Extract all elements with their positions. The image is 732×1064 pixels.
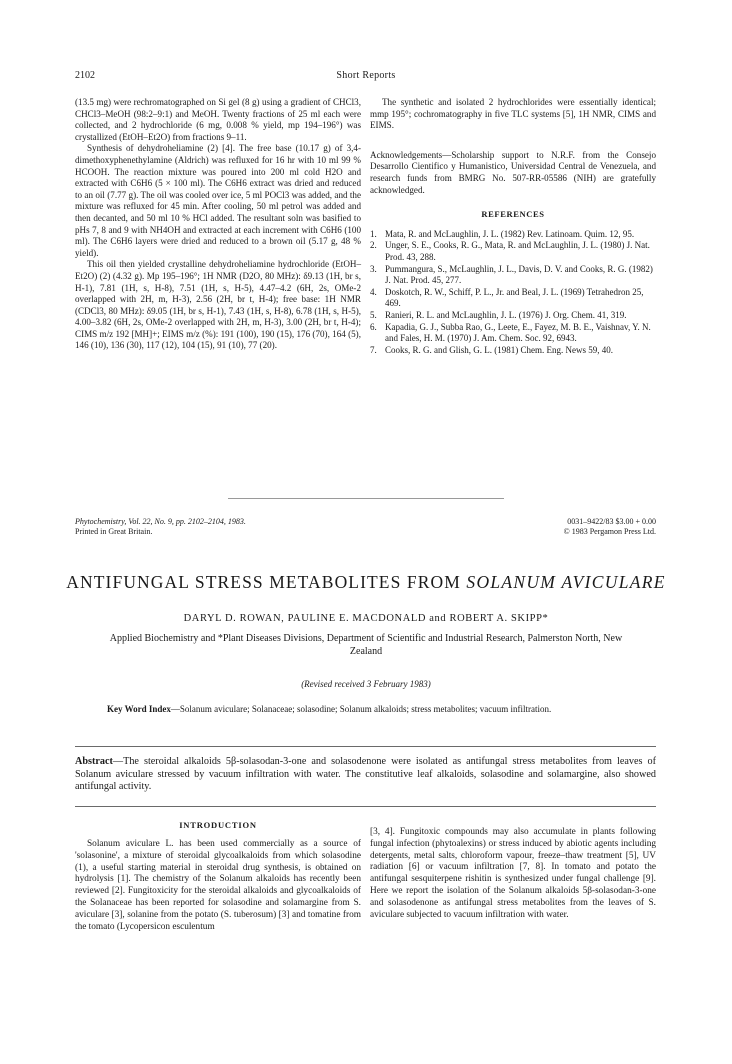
reference-text: Doskotch, R. W., Schiff, P. L., Jr. and Beal, J. L. (1969) Tetrahedron 25, 469. — [385, 286, 644, 309]
abstract — [75, 756, 656, 794]
prev-paragraph-4: The synthetic and isolated 2 hydrochlorides were essentially identical; mmp 195°; cochromatography in five TLC systems [5], 1H NMR, CIMS and EIMS. — [370, 97, 656, 131]
reference-item — [370, 240, 656, 263]
references-list — [370, 229, 656, 357]
journal-citation — [75, 517, 246, 537]
reference-number: 3. — [370, 263, 377, 274]
article-title — [0, 572, 732, 593]
reference-item — [370, 322, 656, 345]
reference-number: 5. — [370, 309, 377, 320]
intro-paragraph-right: [3, 4]. Fungitoxic compounds may also accumulate in plants following fungal infection (phytoalexins) or stress induced by abiotic agents including detergents, metal salts, chloroform vapour, freeze–thaw treatment [5], UV radiation [6] or vacuum infiltration [7, 8]. In tomato and potato the antifungal sesquiterpene rishitin is synthesized under fungal challenge [9]. Here we report the isolation of the Solanum alkaloids 5β-solasodan-3-one and solasodenone as antifungal stress metabolites from the leaves of S. aviculare subjected to vacuum infiltration with water. — [370, 827, 656, 920]
reference-text: Mata, R. and McLaughlin, J. L. (1982) Rev. Latinoam. Quim. 12, 95. — [385, 228, 635, 239]
affiliation: Applied Biochemistry and *Plant Diseases Divisions, Department of Scientific and Industrial Research, Palmerston North, New Zealand — [109, 633, 623, 657]
keywords-text: —Solanum aviculare; Solanaceae; solasodine; Solanum alkaloids; stress metabolites; vacuum infiltration. — [170, 704, 552, 714]
reference-number: 6. — [370, 321, 377, 332]
intro-left-column — [75, 839, 361, 933]
issn-block — [564, 517, 656, 537]
prev-paragraph-1: (13.5 mg) were rechromatographed on Si gel (8 g) using a gradient of CHCl3, CHCl3–MeOH (98:2–9:1) and MeOH. Twenty fractions of 25 ml each were collected, and 2 hydrochloride (6 mg, 0.008 % yield, mp 194–196°) was crystallized (EtOH–Et2O) from fractions 9–11. — [75, 97, 361, 142]
reference-item — [370, 345, 656, 357]
keywords — [107, 704, 627, 716]
journal-line: Phytochemistry, Vol. 22, No. 9, pp. 2102–2104, 1983. — [75, 517, 246, 526]
copyright-line: © 1983 Pergamon Press Ltd. — [563, 527, 656, 536]
acknowledgements: Acknowledgements—Scholarship support to N.R.F. from the Consejo Desarrollo Cientifico y Humanistico, Universidad Central de Venezuela, and research funds from BMRG No. 507-RR-05586 (NIH) are gratefully acknowledged. — [370, 149, 656, 195]
reference-text: Ranieri, R. L. and McLaughlin, J. L. (1976) J. Org. Chem. 41, 319. — [385, 309, 627, 320]
running-head: Short Reports — [336, 70, 396, 81]
introduction-heading: INTRODUCTION — [179, 820, 257, 830]
abstract-top-rule — [75, 746, 656, 747]
title-italic: SOLANUM AVICULARE — [466, 572, 666, 592]
abstract-text: —The steroidal alkaloids 5β-solasodan-3-one and solasodenone were isolated as antifungal stress metabolites from leaves of Solanum aviculare stressed by vacuum infiltration with water. The constitutive leaf alkaloids, solasodine and solamargine, also showed antifungal activity. — [75, 756, 656, 793]
keywords-label: Key Word Index — [107, 704, 171, 714]
printed-line: Printed in Great Britain. — [75, 527, 153, 536]
reference-text: Pummangura, S., McLaughlin, J. L., Davis, D. V. and Cooks, R. G. (1982) J. Nat. Prod. 45, 277. — [385, 263, 653, 286]
prev-paragraph-2: Synthesis of dehydroheliamine (2) [4]. The free base (10.17 g) of 3,4-dimethoxyphenethylamine (Aldrich) was refluxed for 16 hr with 10 ml 99 % HCOOH. The reaction mixture was poured into 200 ml cold H2O and extracted with C6H6 (5 × 100 ml). The C6H6 extract was dried and reduced to an oil (7.77 g). The oil was cooled over ice, 5 ml POCl3 was added, and the mixture was refluxed for 45 min. After cooling, 50 ml petrol was added and then decanted, and 50 ml 10 % HCl added. The resultant soln was basified to pHs 7, 8 and 9 with NH4OH and extracted at each increment with C6H6 (100 ml). The C6H6 layers were dried and reduced to a brown oil (5.17 g, 48 % yield). — [75, 143, 361, 258]
authors: DARYL D. ROWAN, PAULINE E. MACDONALD and ROBERT A. SKIPP* — [183, 613, 549, 624]
issn-price: 0031–9422/83 $3.00 + 0.00 — [567, 517, 656, 526]
reference-item — [370, 264, 656, 287]
abstract-label: Abstract — [75, 756, 113, 767]
intro-paragraph-left: Solanum aviculare L. has been used commercially as a source of 'solasonine', a mixture of steroidal glycoalkaloids from which solasodine (1), a useful starting material in steroidal drug synthesis, is obtained on hydrolysis [1]. The chemistry of the Solanum alkaloids has recently been reviewed [2]. Fungitoxicity for the steroidal alkaloids and glycoalkaloids of the Solanaceae has been reported for solasodine and solamargine from S. aviculare [3], solanine from the potato (S. tuberosum) [3] and tomatine from the tomato (Lycopersicon esculentum — [75, 839, 361, 932]
intro-right-column — [370, 827, 656, 921]
abstract-bottom-rule — [75, 806, 656, 807]
prev-article-right-column — [370, 97, 656, 356]
article-separator — [228, 498, 504, 499]
prev-article-left-column — [75, 97, 361, 352]
page-number: 2102 — [75, 70, 95, 81]
reference-number: 7. — [370, 344, 377, 355]
prev-paragraph-3: This oil then yielded crystalline dehydroheliamine hydrochloride (EtOH–Et2O) (2) (4.32 g). Mp 195–196°; 1H NMR (D2O, 80 MHz): δ9.13 (1H, br s, H-1), 7.81 (1H, s, H-8), 7.51 (1H, s, H-5), 4.47–4.2 (6H, 2s, OMe-2 overlapped with 2H, m, H-3), 2.56 (2H, br t, H-4); free base: 1H NMR (CDCl3, 80 MHz): δ9.05 (1H, br s, H-1), 7.43 (1H, s, H-8), 6.78 (1H, s, H-5), 4.00–3.82 (6H, 2s, OMe-2 overlapped with 2H, m, H-3), 3.00 (2H, br t, H-4); CIMS m/z 192 [MH]+; EIMS m/z (%): 191 (100), 190 (15), 176 (70), 164 (5), 146 (10), 136 (30), 117 (12), 104 (15), 91 (10), 77 (20). — [75, 259, 361, 351]
revised-date: (Revised received 3 February 1983) — [301, 679, 431, 689]
reference-number: 4. — [370, 286, 377, 297]
title-main: ANTIFUNGAL STRESS METABOLITES FROM — [66, 572, 467, 592]
references-heading: REFERENCES — [481, 209, 545, 220]
reference-number: 1. — [370, 228, 377, 239]
reference-item — [370, 310, 656, 322]
reference-number: 2. — [370, 240, 377, 251]
reference-item — [370, 287, 656, 310]
reference-text: Unger, S. E., Cooks, R. G., Mata, R. and McLaughlin, J. L. (1980) J. Nat. Prod. 43, 288. — [385, 240, 650, 262]
reference-text: Cooks, R. G. and Glish, G. L. (1981) Chem. Eng. News 59, 40. — [385, 344, 613, 355]
reference-item — [370, 229, 656, 241]
reference-text: Kapadia, G. J., Subba Rao, G., Leete, E., Fayez, M. B. E., Vaishnav, Y. N. and Fales, H. M. (1970) J. Am. Chem. Soc. 92, 6943. — [385, 321, 651, 344]
